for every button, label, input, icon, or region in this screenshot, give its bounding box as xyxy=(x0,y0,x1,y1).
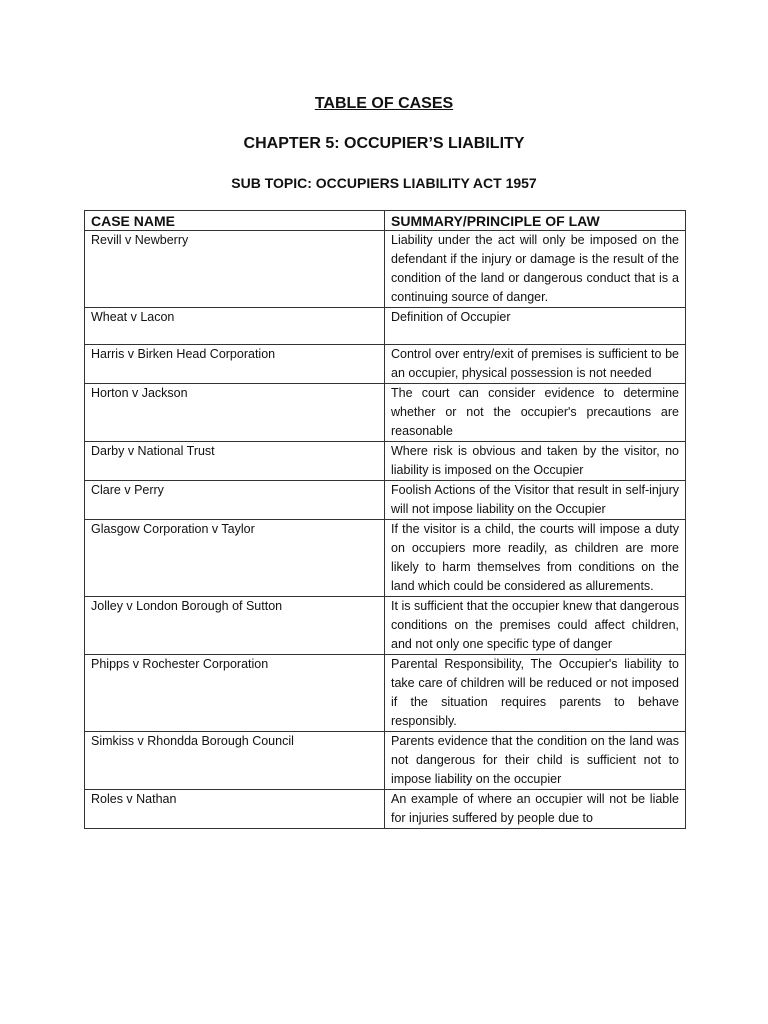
summary-text: An example of where an occupier will not be liable for injuries suffered by people due to xyxy=(391,792,679,825)
case-name-cell: Horton v Jackson xyxy=(85,384,385,442)
document-title: TABLE OF CASES xyxy=(314,95,454,112)
case-name-text: Roles v Nathan xyxy=(91,792,177,806)
case-name-cell xyxy=(85,790,385,829)
case-name-cell: Harris v Birken Head Corporation xyxy=(85,345,385,384)
table-row xyxy=(85,732,686,790)
case-name-cell: Wheat v Lacon xyxy=(85,308,385,345)
table-row xyxy=(85,345,686,384)
summary-cell: The court can consider evidence to determine whether or not the occupier's precautions are reasonable xyxy=(385,384,686,442)
summary-cell: Where risk is obvious and taken by the visitor, no liability is imposed on the Occupier xyxy=(385,442,686,481)
summary-header: SUMMARY/PRINCIPLE OF LAW xyxy=(385,211,686,231)
cases-table xyxy=(84,210,686,829)
summary-cell: Definition of Occupier xyxy=(385,308,686,345)
summary-cell: Control over entry/exit of premises is sufficient to be an occupier, physical possession is not needed xyxy=(385,345,686,384)
table-row xyxy=(85,384,686,442)
summary-cell: Foolish Actions of the Visitor that result in self-injury will not impose liability on the Occupier xyxy=(385,481,686,520)
table-row xyxy=(85,655,686,732)
table-row xyxy=(85,790,686,829)
summary-cell: Liability under the act will only be imposed on the defendant if the injury or damage is the result of the condition of the land or dangerous conduct that is a continuing source of danger. xyxy=(385,231,686,308)
case-name-cell: Glasgow Corporation v Taylor xyxy=(85,520,385,597)
case-name-header: CASE NAME xyxy=(85,211,385,231)
case-name-cell: Revill v Newberry xyxy=(85,231,385,308)
summary-cell xyxy=(385,790,686,829)
table-header-row xyxy=(85,211,686,231)
summary-cell: Parental Responsibility, The Occupier's liability to take care of children will be reduced or not imposed if the situation requires parents to behave responsibly. xyxy=(385,655,686,732)
summary-cell: It is sufficient that the occupier knew that dangerous conditions on the premises could affect children, and not only one specific type of danger xyxy=(385,597,686,655)
summary-cell: If the visitor is a child, the courts will impose a duty on occupiers more readily, as children are more likely to harm themselves from conditions on the land which could be considered as allurements. xyxy=(385,520,686,597)
table-row xyxy=(85,231,686,308)
table-row xyxy=(85,520,686,597)
case-name-cell: Simkiss v Rhondda Borough Council xyxy=(85,732,385,790)
table-row xyxy=(85,597,686,655)
sub-topic-heading: SUB TOPIC: OCCUPIERS LIABILITY ACT 1957 xyxy=(231,175,537,191)
case-name-cell: Phipps v Rochester Corporation xyxy=(85,655,385,732)
summary-cell: Parents evidence that the condition on the land was not dangerous for their child is sufficient not to impose liability on the occupier xyxy=(385,732,686,790)
table-row xyxy=(85,442,686,481)
case-name-cell: Darby v National Trust xyxy=(85,442,385,481)
case-name-cell: Jolley v London Borough of Sutton xyxy=(85,597,385,655)
table-row xyxy=(85,481,686,520)
chapter-heading: CHAPTER 5: OCCUPIER’S LIABILITY xyxy=(243,135,525,152)
case-name-cell: Clare v Perry xyxy=(85,481,385,520)
table-row xyxy=(85,308,686,345)
